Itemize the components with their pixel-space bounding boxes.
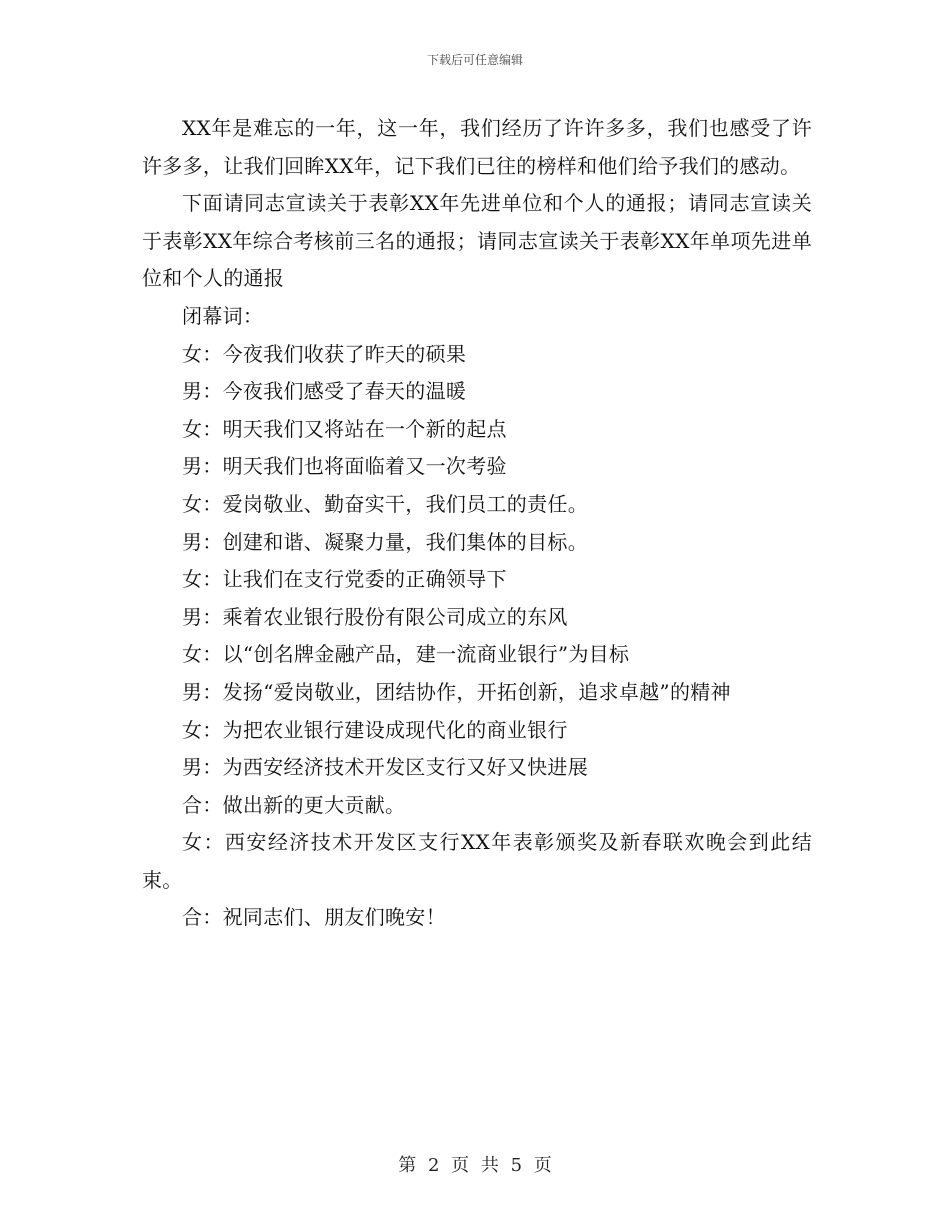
script-line: 女：以“创名牌金融产品，建一流商业银行”为目标 <box>182 642 630 667</box>
script-line: 女：明天我们又将站在一个新的起点 <box>182 416 507 441</box>
script-line: 男：创建和谐、凝聚力量，我们集体的目标。 <box>182 529 588 554</box>
script-line: 女：西安经济技术开发区支行XX年表彰颁奖及新春联欢晚会到此结束。 <box>142 830 812 892</box>
script-line: 女：让我们在支行党委的正确领导下 <box>182 567 507 592</box>
document-body <box>142 110 812 937</box>
paragraph: 下面请同志宣读关于表彰XX年先进单位和个人的通报；请同志宣读关于表彰XX年综合考核前三名的通报；请同志宣读关于表彰XX年单项先进单位和个人的通报 <box>142 191 812 291</box>
section-heading: 闭幕词： <box>182 303 264 328</box>
script-line: 合：做出新的更大贡献。 <box>182 792 406 817</box>
paragraph: XX年是难忘的一年，这一年，我们经历了许许多多，我们也感受了许许多多，让我们回眸XX年，记下我们已往的榜样和他们给予我们的感动。 <box>142 116 812 178</box>
page-header-note: 下载后可任意编辑 <box>426 53 523 67</box>
script-line: 合：祝同志们、朋友们晚安！ <box>182 905 446 930</box>
script-line: 男：明天我们也将面临着又一次考验 <box>182 454 507 479</box>
script-line: 女：为把农业银行建设成现代化的商业银行 <box>182 717 568 742</box>
script-line: 女：今夜我们收获了昨天的硕果 <box>182 341 467 366</box>
script-line: 男：乘着农业银行股份有限公司成立的东风 <box>182 604 568 629</box>
script-line: 男：今夜我们感受了春天的温暖 <box>182 379 467 404</box>
page-number: 第 2 页 共 5 页 <box>398 1155 552 1176</box>
script-line: 女：爱岗敬业、勤奋实干，我们员工的责任。 <box>182 491 588 516</box>
script-line: 男：发扬“爱岗敬业，团结协作，开拓创新，追求卓越”的精神 <box>182 679 731 704</box>
script-line: 男：为西安经济技术开发区支行又好又快进展 <box>182 755 588 780</box>
